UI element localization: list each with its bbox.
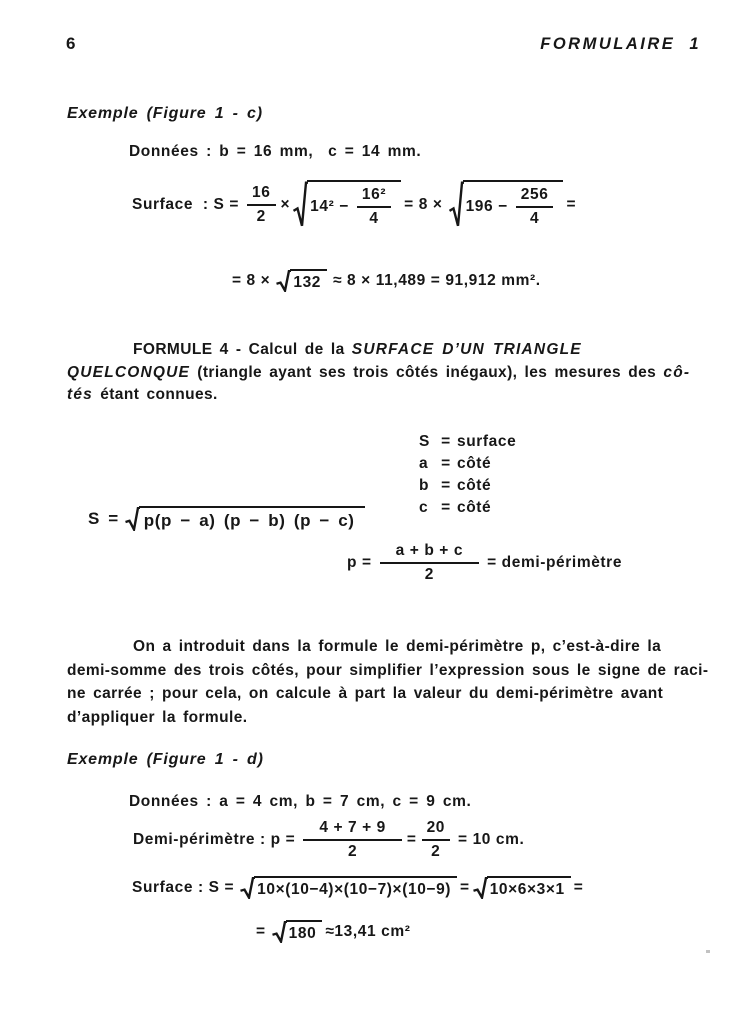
legend-term: côté [457,477,492,494]
page-number: 6 [66,34,76,53]
radical [240,876,457,900]
paragraph-text: étant connues. [93,386,218,403]
radical [473,876,571,900]
equals-sign: = [441,477,451,494]
equation-text: ≈13,41 cm² [325,923,411,940]
fraction-denominator: 4 [369,210,379,228]
symbol-legend [419,431,516,519]
times-sign: × [280,195,291,213]
radical-sign-icon [125,507,140,531]
legend-symbol: c [419,499,429,516]
radicand-text: 132 [293,274,322,291]
example-c-data-line: Données : b = 16 mm, c = 14 mm. [129,143,422,160]
legend-item [419,431,516,453]
emphasized-text: SURFACE D’UN TRIANGLE [351,341,582,358]
equals-sign: = [404,195,414,213]
equation-label: p = [347,553,372,571]
fraction-denominator: 2 [256,208,266,226]
fraction-numerator: 256 [516,185,554,208]
equation-text: ≈ 8 × 11,489 = 91,912 mm². [333,272,541,289]
fraction [357,185,391,229]
radical-sign-icon [473,877,488,899]
radical-sign-icon [240,877,255,899]
example-d-surface-equation-line1 [128,876,584,900]
example-c-surface-equation-line2 [228,269,545,293]
radical [449,180,564,230]
radical [293,180,401,230]
example-d-data-line: Données : a = 4 cm, b = 7 cm, c = 9 cm. [129,793,472,810]
fraction-denominator: 2 [424,566,434,584]
semi-perimeter-formula [343,541,626,585]
legend-item [419,475,516,497]
fraction-denominator: 2 [347,843,358,861]
equals-sign: = [441,433,451,450]
paragraph-line: d’appliquer la formule. [67,708,248,726]
equation-text: = 8 × [232,272,271,289]
explanation-paragraph [67,635,709,729]
radical-sign-icon [449,181,464,229]
equals-sign: = [566,195,577,213]
emphasized-text: QUELCONQUE [67,363,191,381]
radicand-text: 196 − [465,197,508,215]
legend-term: côté [457,455,492,472]
fraction-numerator: 16² [357,185,391,208]
equals-sign: = [573,879,584,896]
running-header-title: FORMULAIRE 1 [540,35,701,53]
paragraph-line: ne carrée ; pour cela, on calcule à part la valeur du demi-périmètre avant [67,685,664,702]
equals-sign: = [441,455,451,472]
equals-sign: = [460,879,470,896]
paragraph-line [67,384,707,407]
example-d-heading: Exemple (Figure 1 - d) [67,751,264,768]
legend-symbol: b [419,477,430,494]
radical-sign-icon [293,181,308,229]
formule-4-paragraph [67,339,707,407]
equation-label: Demi-périmètre : p = [133,830,296,848]
scan-artifact [706,950,710,953]
example-d-semi-perimeter-equation [129,818,528,862]
legend-item [419,453,516,475]
equation-text: = 10 cm. [458,830,525,848]
example-c-surface-equation-line1 [128,180,577,230]
paragraph-line [67,339,707,362]
equation-label: S = [88,509,119,528]
fraction-numerator: 4 + 7 + 9 [303,818,402,841]
paragraph-line [67,362,707,385]
fraction [422,818,450,862]
example-c-heading: Exemple (Figure 1 - c) [67,105,263,122]
fraction-numerator: 16 [247,183,275,206]
fraction-numerator: a + b + c [380,541,479,564]
legend-term: côté [457,499,492,516]
radical [125,506,365,532]
legend-symbol: S [419,433,430,450]
paragraph-text: (triangle ayant ses trois côtés inégaux), les mesures des [190,363,664,381]
equals-sign: = [256,923,266,940]
legend-term: surface [457,433,517,450]
fraction [303,818,402,862]
fraction [380,541,479,585]
fraction-numerator: 20 [422,818,450,841]
equals-sign: = [406,830,417,848]
example-d-surface-equation-line2 [252,920,412,944]
formula-number-label: FORMULE 4 - [133,341,242,358]
radical-sign-icon [276,270,291,292]
emphasized-text: tés [67,386,94,403]
radical [272,920,323,944]
radicand-text: p(p − a) (p − b) (p − c) [143,511,355,530]
equals-sign: = [441,499,451,516]
heron-formula [84,506,367,532]
radicand-text: 10×6×3×1 [489,881,565,898]
paragraph-text: Calcul de la [241,341,352,358]
legend-symbol: a [419,455,429,472]
fraction [247,183,275,227]
factor-text: 8 × [418,195,443,213]
equation-label: Surface : S = [132,879,235,896]
paragraph-line: On a introduit dans la formule le demi-périmètre p, c’est-à-dire la [133,638,662,655]
fraction-denominator: 2 [431,843,441,861]
fraction [516,185,554,229]
radicand-text: 180 [288,925,317,942]
radical-sign-icon [272,921,287,943]
equation-text: = demi-périmètre [487,553,623,571]
legend-item [419,497,516,519]
emphasized-text: cô- [663,363,691,381]
paragraph-line: demi-somme des trois côtés, pour simplifier l’expression sous le signe de raci- [67,661,709,679]
radical [276,269,327,293]
radicand-text: 10×(10−4)×(10−7)×(10−9) [257,881,452,898]
radicand-text: 14² − [310,197,349,215]
fraction-denominator: 4 [530,210,540,228]
equation-label: Surface : S = [132,195,240,213]
